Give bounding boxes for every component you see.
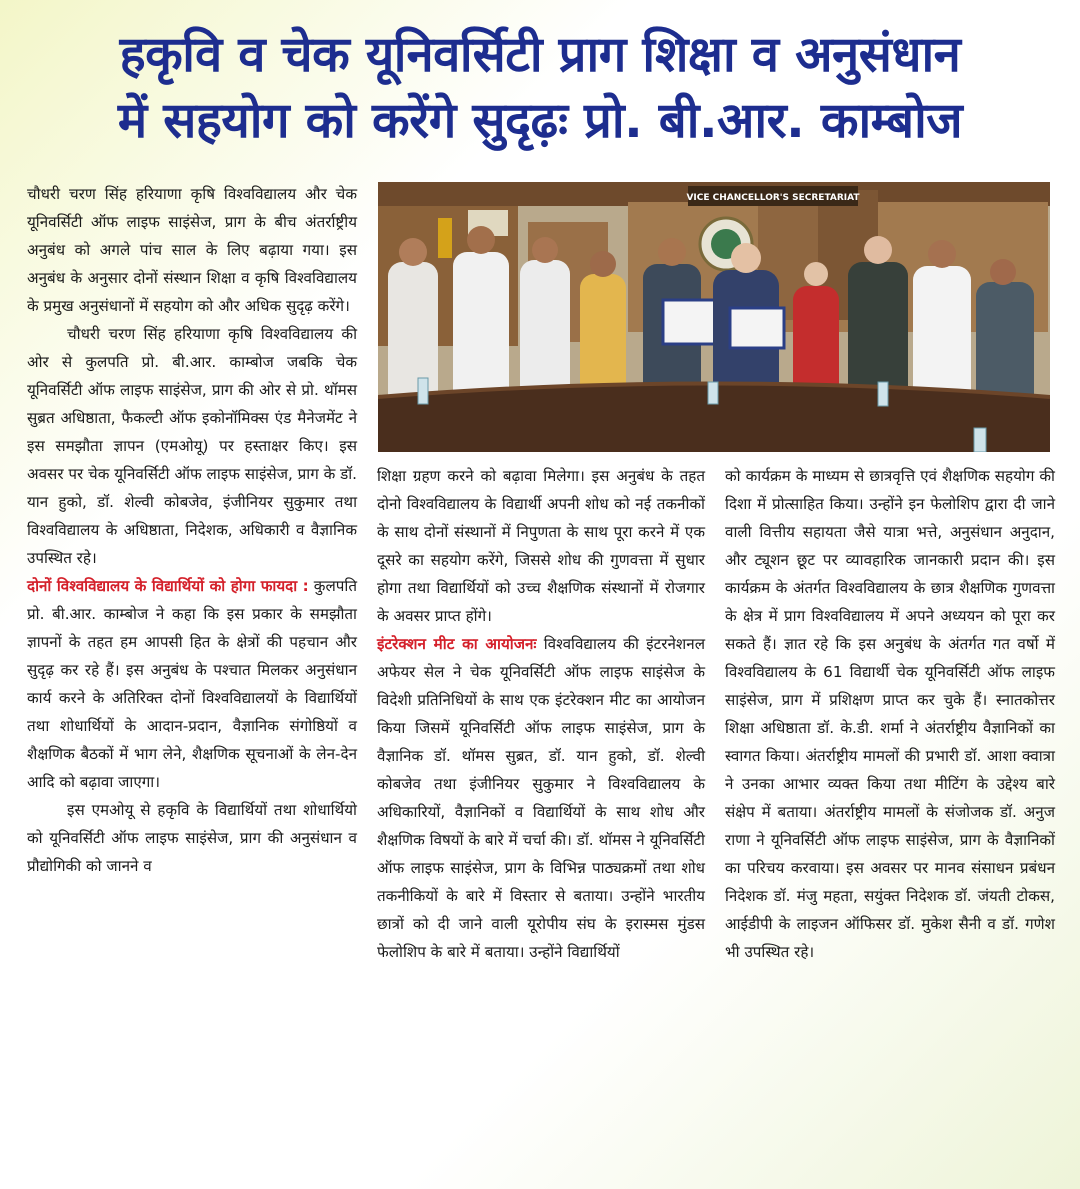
- news-photo: [378, 182, 1050, 452]
- sub-heading: इंटरेक्शन मीट का आयोजनः: [377, 635, 537, 653]
- paragraph: इस एमओयू से हकृवि के विद्यार्थियों तथा शोधार्थियो को यूनिवर्सिटी ऑफ लाइफ साइंसेज, प्राग की अनुसंधान व प्रौद्योगिकी को जानने व: [27, 801, 357, 875]
- paragraph: को कार्यक्रम के माध्यम से छात्रवृत्ति एवं शैक्षणिक सहयोग की दिशा में प्रोत्साहित किया। उन्होंने इन फेलोशिप द्वारा दी जाने वाली वित्तीय सहायता जैसे यात्रा भत्ते, अनुसंधान अनुदान, और ट्यूशन छूट पर व्यावहारिक जानकारी प्रदान की। इस कार्यक्रम के अंतर्गत विश्वविद्यालय के छात्र शैक्षणिक गुणवत्ता के क्षेत्र में प्राग विश्वविद्यालय में अपने अध्ययन को पूरा कर सकते हैं। ज्ञात रहे कि इस अनुबंध के अंतर्गत गत वर्षो में विश्वविद्यालय के 61 विद्यार्थी चेक यूनिवर्सिटी ऑफ लाइफ साइंसेज, प्राग में प्रशिक्षण प्राप्त कर चुके हैं। स्नातकोत्तर शिक्षा अधिष्ठाता डॉ. के.डी. शर्मा ने अंतर्राष्ट्रीय वैज्ञानिकों का स्वागत किया। अंतर्राष्ट्रीय मामलों की प्रभारी डॉ. आशा क्वात्रा ने उनका आभार व्यक्त किया तथा मीटिंग के उद्देश्य बारे संक्षेप में बताया। अंतर्राष्ट्रीय मामलों के संजोजक डॉ. अनुज राणा ने यूनिवर्सिटी ऑफ लाइफ साइंसेज, प्राग के वैज्ञानिकों का परिचय करवाया। इस अवसर पर मानव संसाधन प्रबंधन निदेशक डॉ. मंजु महता, सयुंक्त निदेशक डॉ. जंयती टोकस, आईडीपी के लाइजन ऑफिसर डॉ. मुकेश सैनी व डॉ. गणेश भी उपस्थित रहे।: [725, 467, 1055, 961]
- sub-heading: दोनों विश्वविद्यालय के विद्यार्थियों को होगा फायदा :: [27, 577, 309, 595]
- headline-line-2: में सहयोग को करेंगे सुदृढ़ः प्रो. बी.आर. काम्बोज: [117, 92, 963, 149]
- paragraph-with-subheading: [377, 630, 705, 966]
- headline: [10, 22, 1070, 154]
- photo-illustration: [378, 182, 1050, 452]
- paragraph-text: कुलपति प्रो. बी.आर. काम्बोज ने कहा कि इस प्रकार के समझौता ज्ञापनों के तहत हम आपसी हित के क्षेत्रों की पहचान और सुदृढ़ कर रहे हैं। इस अनुबंध के पश्चात मिलकर अनुसंधान कार्य करने के अतिरिक्त दोनों विश्वविद्यालयों के विद्यार्थियों तथा शोधार्थियों के आदान-प्रदान, वैज्ञानिक संगोष्ठियों व शैक्षणिक बैठकों में भाग लेने, शैक्षणिक सूचनाओं के लेन-देन आदि को बढ़ावा जाएगा।: [27, 577, 357, 791]
- paragraph-with-subheading: [27, 572, 357, 796]
- paragraph-text: विश्वविद्यालय की इंटरनेशनल अफेयर सेल ने चेक यूनिवर्सिटी ऑफ लाइफ साइंसेज के विदेशी प्रतिनिधियों के साथ एक इंटरेक्शन मीट का आयोजन किया जिसमें यूनिवर्सिटी ऑफ लाइफ साइंसेज, प्राग के वैज्ञानिक डॉ. थॉमस सुब्रत, डॉ. यान हुको, डॉ. शेल्वी कोबजेव तथा इंजीनियर सुकुमार ने विश्वविद्यालय के अधिकारियों, वैज्ञानिकों व विद्यार्थियों के साथ शोध और शैक्षणिक विषयों के बारे में चर्चा की। डॉ. थॉमस ने यूनिवर्सिटी ऑफ लाइफ साइंसेज, प्राग के विभिन्न पाठ्यक्रमों तथा शोध तकनीकियों के बारे में विस्तार से बताया। उन्होंने भारतीय छात्रों को दी जाने वाली यूरोपीय संघ के इरास्मस मुंडस फेलोशिप के बारे में बताया। उन्होंने विद्यार्थियों: [377, 635, 705, 961]
- paragraph: शिक्षा ग्रहण करने को बढ़ावा मिलेगा। इस अनुबंध के तहत दोनो विश्वविद्यालय के विद्यार्थी अपनी शोध को नई तकनीकों के साथ दोनों संस्थानों में निपुणता के साथ पूरा करने में एक दूसरे का सहयोग करेंगे, जिससे शोध की गुणवत्ता में सुधार होगा तथा विद्यार्थियों को उच्च शैक्षणिक संस्थानों में रोजगार के अवसर प्राप्त होंगे।: [377, 467, 705, 625]
- article-column-2: [377, 462, 705, 966]
- article-column-1: [27, 180, 357, 880]
- headline-line-1: हकृवि व चेक यूनिवर्सिटी प्राग शिक्षा व अनुसंधान: [119, 26, 961, 83]
- photo-banner-text: VICE CHANCELLOR'S SECRETARIAT: [686, 193, 860, 203]
- article-column-3: [725, 462, 1055, 966]
- paragraph: चौधरी चरण सिंह हरियाणा कृषि विश्वविद्यालय की ओर से कुलपति प्रो. बी.आर. काम्बोज जबकि चेक यूनिवर्सिटी ऑफ लाइफ साइंसेज, प्राग की ओर से प्रो. थॉमस सुब्रत अधिष्ठाता, फैकल्टी ऑफ इकोनॉमिक्स एंड मैनेजमेंट ने इस समझौता ज्ञापन (एमओयू) पर हस्ताक्षर किए। इस अवसर पर चेक यूनिवर्सिटी ऑफ लाइफ साइंसेज, प्राग के डॉ. यान हुको, डॉ. शेल्वी कोबजेव, इंजीनियर सुकुमार तथा विश्वविद्यालय के अधिष्ठाता, निदेशक, अधिकारी व वैज्ञानिक उपस्थित रहे।: [27, 325, 357, 567]
- paragraph: चौधरी चरण सिंह हरियाणा कृषि विश्वविद्यालय और चेक यूनिवर्सिटी ऑफ लाइफ साइंसेज, प्राग के बीच अंतर्राष्ट्रीय अनुबंध को अगले पांच साल के लिए बढ़ाया गया। इस अनुबंध के अनुसार दोनों संस्थान शिक्षा व कृषि विश्वविद्यालय के प्रमुख अनुसंधानों में सहयोग को और अधिक सुदृढ़ करेंगे।: [27, 185, 357, 315]
